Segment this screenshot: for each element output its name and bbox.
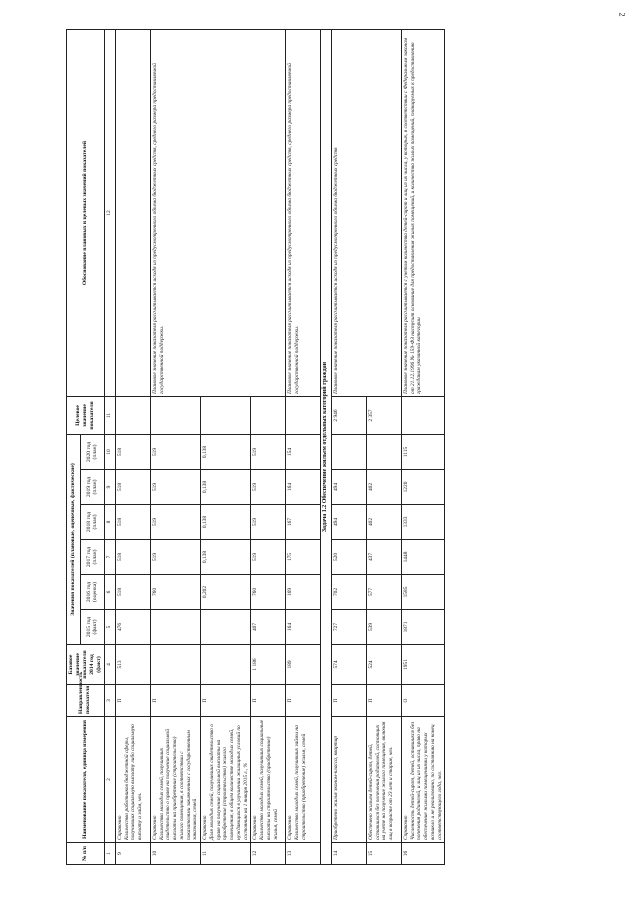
indicator-name: Справочно Количество работников бюджетной сферы, получивших социальную выплату либо социальную выплату и займ, чел. [115, 717, 150, 843]
indicator-name: Приобретено жилья эконом-класса, квартир [331, 717, 366, 843]
year-value-1: 539 [366, 610, 401, 645]
year-value-6: 518 [115, 435, 150, 470]
row-number: 16 [401, 843, 445, 865]
year-value-1: 476 [115, 610, 150, 645]
year-value-3: 1448 [401, 540, 445, 575]
year-value-6: 519 [251, 435, 286, 470]
column-number-3: 3 [104, 685, 115, 717]
base-value: 1 186 [251, 645, 286, 685]
column-number-9: 9 [104, 470, 115, 505]
column-number-4: 4 [104, 645, 115, 685]
year-value-4: 1333 [401, 505, 445, 540]
header-name: Наименование показателя, единица измерения [67, 717, 105, 843]
year-value-5: 519 [251, 470, 286, 505]
row-number: 9 [115, 843, 150, 865]
column-number-11: 11 [104, 397, 115, 435]
header-direction: Направленность показателя [67, 685, 105, 717]
rotated-table-page [66, 37, 614, 865]
year-value-4: 519 [251, 505, 286, 540]
column-number-12: 12 [104, 30, 115, 397]
row-number: 13 [286, 843, 321, 865]
base-value: 189 [286, 645, 321, 685]
row-number: 11 [201, 843, 251, 865]
row-number: 12 [251, 843, 286, 865]
year-value-1: 407 [251, 610, 286, 645]
year-value-1: 164 [286, 610, 321, 645]
table-body-task-2 [331, 30, 445, 865]
direction-cell: П [115, 685, 150, 717]
rationale-cell: Плановое значение показателя рассчитывается исходя из предусмотренного объема бюджетных средств, среднего размера предоставляемой государственной поддержки. [150, 30, 286, 397]
column-number-1: 1 [104, 843, 115, 865]
header-year-6: 2020 год (план) [81, 435, 105, 470]
year-value-4: 494 [331, 505, 366, 540]
target-value [401, 397, 445, 435]
target-value: 2 946 [331, 397, 366, 435]
year-value-3: 175 [286, 540, 321, 575]
page-number: 2 [617, 12, 627, 17]
target-value [201, 397, 251, 435]
direction-cell: П [331, 685, 366, 717]
indicator-name: Справочно Доля молодых семей, получивших свидетельство о праве на получение социальной выплаты на приобретение (строительство) жилого помещения, в общем количестве молодых семей, нуждающихся в улучшении жилищных условий по состоянию на 1 января 2015 г., % [201, 717, 251, 843]
header-year-4: 2018 год (план) [81, 505, 105, 540]
rationale-cell [115, 30, 150, 397]
year-value-5: 1220 [401, 470, 445, 505]
column-number-7: 7 [104, 540, 115, 575]
target-value [115, 397, 150, 435]
row-number: 14 [331, 843, 366, 865]
year-value-1 [150, 610, 200, 645]
year-value-2: 1585 [401, 575, 445, 610]
header-values-group: Значения показателей (плановые, оценочные, фактические) [67, 435, 81, 645]
column-number-10: 10 [104, 435, 115, 470]
header-year-3: 2017 год (план) [81, 540, 105, 575]
row-number: 15 [366, 843, 401, 865]
target-value: 2 357 [366, 397, 401, 435]
rationale-cell: Плановое значение показателя рассчитывается исходя из предусмотренного объема бюджетных средств [331, 30, 401, 397]
year-value-4: 518 [115, 505, 150, 540]
year-value-6: 1115 [401, 435, 445, 470]
year-value-1: 727 [331, 610, 366, 645]
year-value-4: 402 [366, 505, 401, 540]
rationale-cell: Плановое значение показателя рассчитывается с учетом количества детей-сирот и лиц из их числа, у которых, в соответствии с Федеральным законом от 21.12.1996 № 159-ФЗ наступит основание для предоставления жилых помещений, и количества жилых помещений, планируемых к предоставлению гражданам указанной категории [401, 30, 445, 397]
header-rationale: Обоснование плановых и целевых значений показателей [67, 30, 105, 397]
target-value [150, 397, 200, 435]
year-value-3: 519 [150, 540, 200, 575]
year-value-6: 0,138 [201, 435, 251, 470]
year-value-6 [366, 435, 401, 470]
rationale-cell: Плановое значение показателя рассчитывается исходя из предусмотренного объема бюджетных средств, среднего размера предоставляемой государственной поддержки. [286, 30, 321, 397]
indicator-name: Справочно Количество молодых семей, получивших социальные выплаты на строительство (приобретение) жилья, семей [251, 717, 286, 843]
year-value-3: 519 [251, 540, 286, 575]
column-number-2: 2 [104, 717, 115, 843]
table-row [115, 30, 150, 865]
year-value-2: 702 [331, 575, 366, 610]
year-value-2: 169 [286, 575, 321, 610]
task-title: Задача 1.2 Обеспечение жильем отдельных категорий граждан [321, 30, 332, 865]
year-value-5: 402 [366, 470, 401, 505]
target-value [286, 397, 321, 435]
base-value: 524 [366, 645, 401, 685]
year-value-6 [331, 435, 366, 470]
year-value-5: 519 [150, 470, 200, 505]
column-number-5: 5 [104, 610, 115, 645]
year-value-3: 0,138 [201, 540, 251, 575]
year-value-2: 760 [150, 575, 200, 610]
year-value-3: 437 [366, 540, 401, 575]
year-value-2: 518 [115, 575, 150, 610]
direction-cell: О [401, 685, 445, 717]
base-value: 1951 [401, 645, 445, 685]
column-number-8: 8 [104, 505, 115, 540]
direction-cell: П [366, 685, 401, 717]
table-body-task-1 [115, 30, 321, 865]
header-target: Целевое значение показателя [67, 397, 105, 435]
year-value-4: 167 [286, 505, 321, 540]
year-value-4: 519 [150, 505, 200, 540]
indicators-table [66, 29, 445, 865]
indicator-name: Справочно Количество молодых семей, получивших займы на строительство (приобретение) жилья, семей [286, 717, 321, 843]
year-value-3: 520 [331, 540, 366, 575]
direction-cell: П [150, 685, 200, 717]
year-value-1 [201, 610, 251, 645]
target-value [251, 397, 286, 435]
row-number: 10 [150, 843, 200, 865]
year-value-5: 164 [286, 470, 321, 505]
header-year-1: 2015 год (факт) [81, 610, 105, 645]
direction-cell: П [286, 685, 321, 717]
direction-cell: П [251, 685, 286, 717]
year-value-5: 518 [115, 470, 150, 505]
year-value-2: 577 [366, 575, 401, 610]
year-value-6: 519 [150, 435, 200, 470]
indicator-name: Справочно Численность детей-сирот, детей, оставшихся без попечения родителей, и лиц из их числа, право на обеспечение жилыми помещениями у которых возникло и не реализовано, по состоянию на конец соответствующего года, чел. [401, 717, 445, 843]
year-value-2: 0,202 [201, 575, 251, 610]
table-row [286, 30, 321, 865]
header-number-row [104, 30, 115, 865]
year-value-4: 0,138 [201, 505, 251, 540]
year-value-6: 154 [286, 435, 321, 470]
table-row [401, 30, 445, 865]
header-num: № п/п [67, 843, 105, 865]
base-value: 513 [115, 645, 150, 685]
table-row [331, 30, 366, 865]
header-year-2: 2016 год (оценка) [81, 575, 105, 610]
base-value: 574 [331, 645, 366, 685]
base-value [201, 645, 251, 685]
header-year-5: 2019 год (план) [81, 470, 105, 505]
year-value-5: 0,138 [201, 470, 251, 505]
year-value-3: 518 [115, 540, 150, 575]
year-value-5: 494 [331, 470, 366, 505]
indicator-name: Обеспечено жильем детей-сирот, детей, оставшихся без попечения родителей, состоящих на учете на получение жилого помещения, включая лиц в возрасте от 23 лет и старше, чел. [366, 717, 401, 843]
column-number-6: 6 [104, 575, 115, 610]
header-base: Базовое значение показателя 2014 год (факт) [67, 645, 105, 685]
indicator-name: Справочно Количество молодых семей, получивших свидетельство о праве на получение социальной выплаты на приобретение (строительство) жилого помещения, в соответствии с показателями заключенных с государственным заказчиком, семей [150, 717, 200, 843]
year-value-1: 1871 [401, 610, 445, 645]
year-value-2: 760 [251, 575, 286, 610]
base-value [150, 645, 200, 685]
table-row [150, 30, 200, 865]
direction-cell: П [201, 685, 251, 717]
